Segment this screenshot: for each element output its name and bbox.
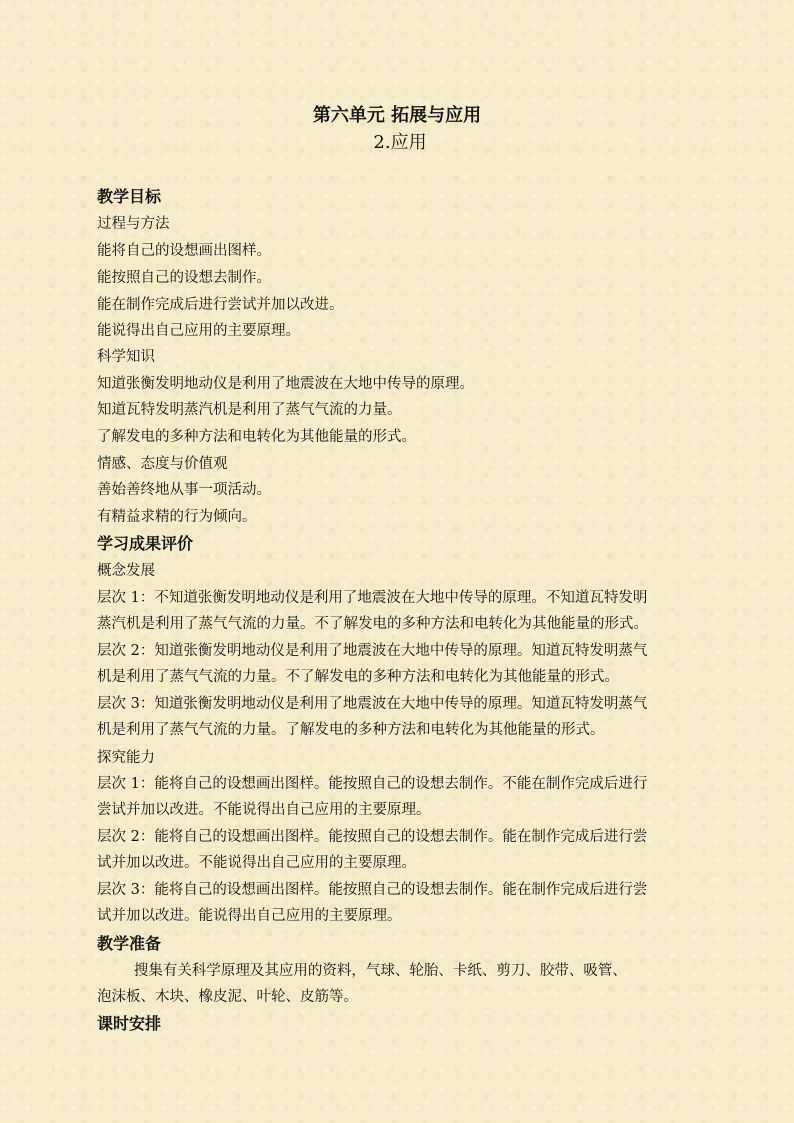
preparation-line: 泡沫板、木块、橡皮泥、叶轮、皮筋等。: [97, 989, 358, 1005]
evaluation-line: 机是利用了蒸气气流的力量。了解发电的多种方法和电转化为其他能量的形式。: [97, 722, 605, 738]
objectives-line: 了解发电的多种方法和电转化为其他能量的形式。: [97, 429, 416, 445]
section-heading-preparation: 教学准备: [97, 934, 162, 953]
objectives-line: 知道瓦特发明蒸汽机是利用了蒸气气流的力量。: [97, 402, 402, 418]
objectives-line: 过程与方法: [97, 216, 170, 232]
evaluation-line: 探究能力: [97, 750, 155, 766]
evaluation-line: 层次 3：能将自己的设想画出图样。能按照自己的设想去制作。能在制作完成后进行尝: [97, 882, 648, 898]
objectives-line: 知道张衡发明地动仪是利用了地震波在大地中传导的原理。: [97, 376, 474, 392]
evaluation-line: 层次 2：知道张衡发明地动仪是利用了地震波在大地中传导的原理。知道瓦特发明蒸气: [97, 643, 648, 659]
evaluation-line: 试并加以改进。能说得出自己应用的主要原理。: [97, 908, 402, 924]
evaluation-line: 蒸汽机是利用了蒸气气流的力量。不了解发电的多种方法和电转化为其他能量的形式。: [97, 616, 648, 632]
objectives-line: 能将自己的设想画出图样。: [97, 243, 271, 259]
evaluation-line: 尝试并加以改进。不能说得出自己应用的主要原理。: [97, 802, 431, 818]
objectives-line: 能说得出自己应用的主要原理。: [97, 323, 300, 339]
document-title: 第六单元 拓展与应用: [312, 105, 482, 126]
objectives-line: 能按照自己的设想去制作。: [97, 270, 271, 286]
evaluation-line: 机是利用了蒸气气流的力量。不了解发电的多种方法和电转化为其他能量的形式。: [97, 669, 619, 685]
objectives-line: 能在制作完成后进行尝试并加以改进。: [97, 297, 344, 313]
objectives-line: 情感、态度与价值观: [97, 456, 228, 472]
section-heading-evaluation: 学习成果评价: [97, 534, 194, 553]
objectives-line: 科学知识: [97, 349, 155, 365]
section-heading-objectives: 教学目标: [97, 187, 162, 206]
evaluation-line: 层次 2：能将自己的设想画出图样。能按照自己的设想去制作。能在制作完成后进行尝: [97, 829, 648, 845]
objectives-line: 有精益求精的行为倾向。: [97, 509, 257, 525]
evaluation-line: 层次 1：能将自己的设想画出图样。能按照自己的设想去制作。不能在制作完成后进行: [97, 776, 648, 792]
section-heading-schedule: 课时安排: [97, 1014, 162, 1033]
objectives-line: 善始善终地从事一项活动。: [97, 482, 271, 498]
evaluation-line: 概念发展: [97, 563, 155, 579]
evaluation-line: 层次 1：不知道张衡发明地动仪是利用了地震波在大地中传导的原理。不知道瓦特发明: [97, 590, 648, 606]
evaluation-line: 层次 3：知道张衡发明地动仪是利用了地震波在大地中传导的原理。知道瓦特发明蒸气: [97, 696, 648, 712]
preparation-line: 搜集有关科学原理及其应用的资料，气球、轮胎、卡纸、剪刀、胶带、吸管、: [97, 963, 627, 979]
evaluation-line: 试并加以改进。不能说得出自己应用的主要原理。: [97, 855, 416, 871]
document-subtitle: 2.应用: [373, 132, 427, 153]
